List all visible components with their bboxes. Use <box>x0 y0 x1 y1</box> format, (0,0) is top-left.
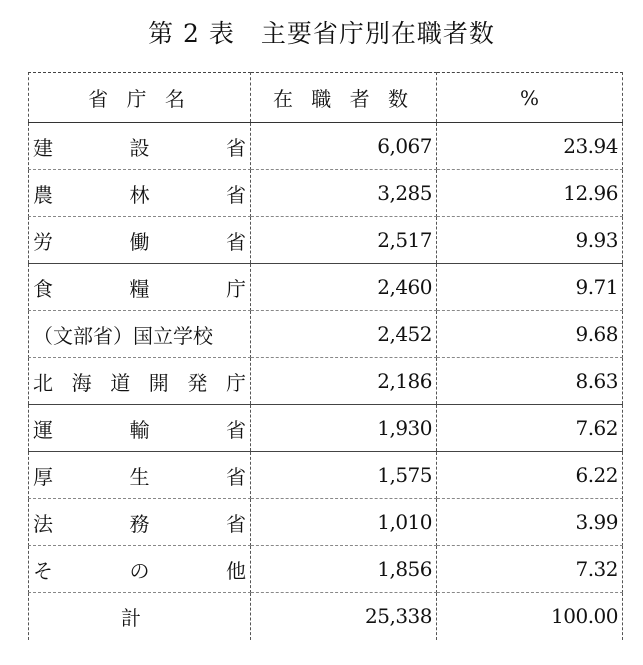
row-name: 厚生省 <box>29 452 251 499</box>
total-row <box>29 593 623 640</box>
row-count: 1,010 <box>251 499 437 546</box>
row-percent: 7.62 <box>437 405 623 452</box>
header-ministry-name: 省 庁 名 <box>29 73 251 123</box>
total-count: 25,338 <box>251 593 437 640</box>
table-row <box>29 405 623 452</box>
table-row <box>29 546 623 593</box>
table-row <box>29 217 623 264</box>
row-count: 1,856 <box>251 546 437 593</box>
row-percent: 12.96 <box>437 170 623 217</box>
table-title: 第 2 表 主要省庁別在職者数 <box>148 19 495 48</box>
row-name: 労働省 <box>29 217 251 264</box>
row-count: 2,460 <box>251 264 437 311</box>
table-row <box>29 452 623 499</box>
total-percent: 100.00 <box>437 593 623 640</box>
row-name: 運輸省 <box>29 405 251 452</box>
staff-count-table <box>28 72 623 640</box>
row-count: 3,285 <box>251 170 437 217</box>
row-name: 法務省 <box>29 499 251 546</box>
row-name: その他 <box>29 546 251 593</box>
row-name: 食糧庁 <box>29 264 251 311</box>
row-percent: 9.71 <box>437 264 623 311</box>
row-name: （文部省）国立学校 <box>29 311 251 358</box>
row-name: 農林省 <box>29 170 251 217</box>
row-percent: 23.94 <box>437 123 623 170</box>
header-percent: % <box>437 73 623 123</box>
header-staff-count: 在 職 者 数 <box>251 73 437 123</box>
row-count: 6,067 <box>251 123 437 170</box>
table-row <box>29 499 623 546</box>
row-count: 2,186 <box>251 358 437 405</box>
total-label: 計 <box>29 593 251 640</box>
row-count: 2,452 <box>251 311 437 358</box>
row-name: 建設省 <box>29 123 251 170</box>
table-row <box>29 123 623 170</box>
table-row <box>29 170 623 217</box>
row-count: 2,517 <box>251 217 437 264</box>
row-percent: 8.63 <box>437 358 623 405</box>
row-percent: 3.99 <box>437 499 623 546</box>
row-percent: 9.68 <box>437 311 623 358</box>
table-row <box>29 311 623 358</box>
row-count: 1,930 <box>251 405 437 452</box>
row-count: 1,575 <box>251 452 437 499</box>
row-percent: 7.32 <box>437 546 623 593</box>
table-row <box>29 264 623 311</box>
table-row <box>29 358 623 405</box>
row-name: 北海道開発庁 <box>29 358 251 405</box>
row-percent: 9.93 <box>437 217 623 264</box>
row-percent: 6.22 <box>437 452 623 499</box>
header-row <box>29 73 623 123</box>
